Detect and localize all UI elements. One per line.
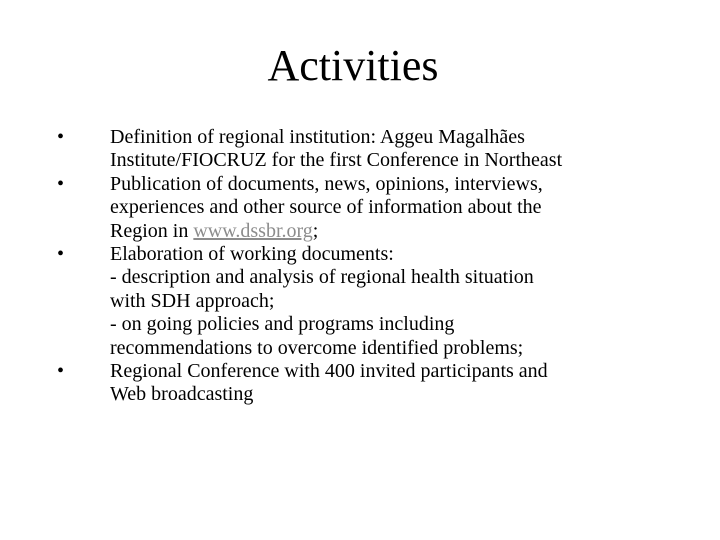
link-suffix: ; xyxy=(312,219,319,242)
bullet-line: Web broadcasting xyxy=(110,383,254,406)
bullet-line: - on going policies and programs including xyxy=(110,313,455,336)
bullet-text xyxy=(110,173,670,243)
slide-title: Activities xyxy=(267,41,439,90)
bullet-list xyxy=(0,126,720,407)
bullet-line: experiences and other source of information about the xyxy=(110,196,542,219)
bullet-item-working-documents xyxy=(0,243,720,360)
bullet-line-with-link xyxy=(110,220,670,243)
bullet-icon: • xyxy=(57,243,65,266)
website-link[interactable]: www.dssbr.org xyxy=(193,219,313,242)
bullet-line: Definition of regional institution: Aggeu Magalhães xyxy=(110,126,525,148)
bullet-line: - description and analysis of regional health situation xyxy=(110,266,534,289)
bullet-icon: • xyxy=(57,360,65,383)
bullet-line: recommendations to overcome identified problems; xyxy=(110,336,524,359)
bullet-icon: • xyxy=(57,126,65,148)
link-prefix: Region in xyxy=(110,219,194,242)
bullet-text xyxy=(110,360,670,407)
bullet-line: Regional Conference with 400 invited participants and xyxy=(110,360,548,383)
bullet-line: Institute/FIOCRUZ for the first Conference in Northeast xyxy=(110,149,563,172)
bullet-line: Elaboration of working documents: xyxy=(110,243,394,266)
bullet-item-conference xyxy=(0,360,720,407)
bullet-item-publication xyxy=(0,173,720,243)
bullet-line: with SDH approach; xyxy=(110,289,275,312)
bullet-item-institution xyxy=(0,126,720,173)
bullet-line: Publication of documents, news, opinions, interviews, xyxy=(110,172,543,195)
bullet-text xyxy=(110,243,670,360)
bullet-text xyxy=(110,126,670,173)
bullet-icon: • xyxy=(57,172,65,195)
